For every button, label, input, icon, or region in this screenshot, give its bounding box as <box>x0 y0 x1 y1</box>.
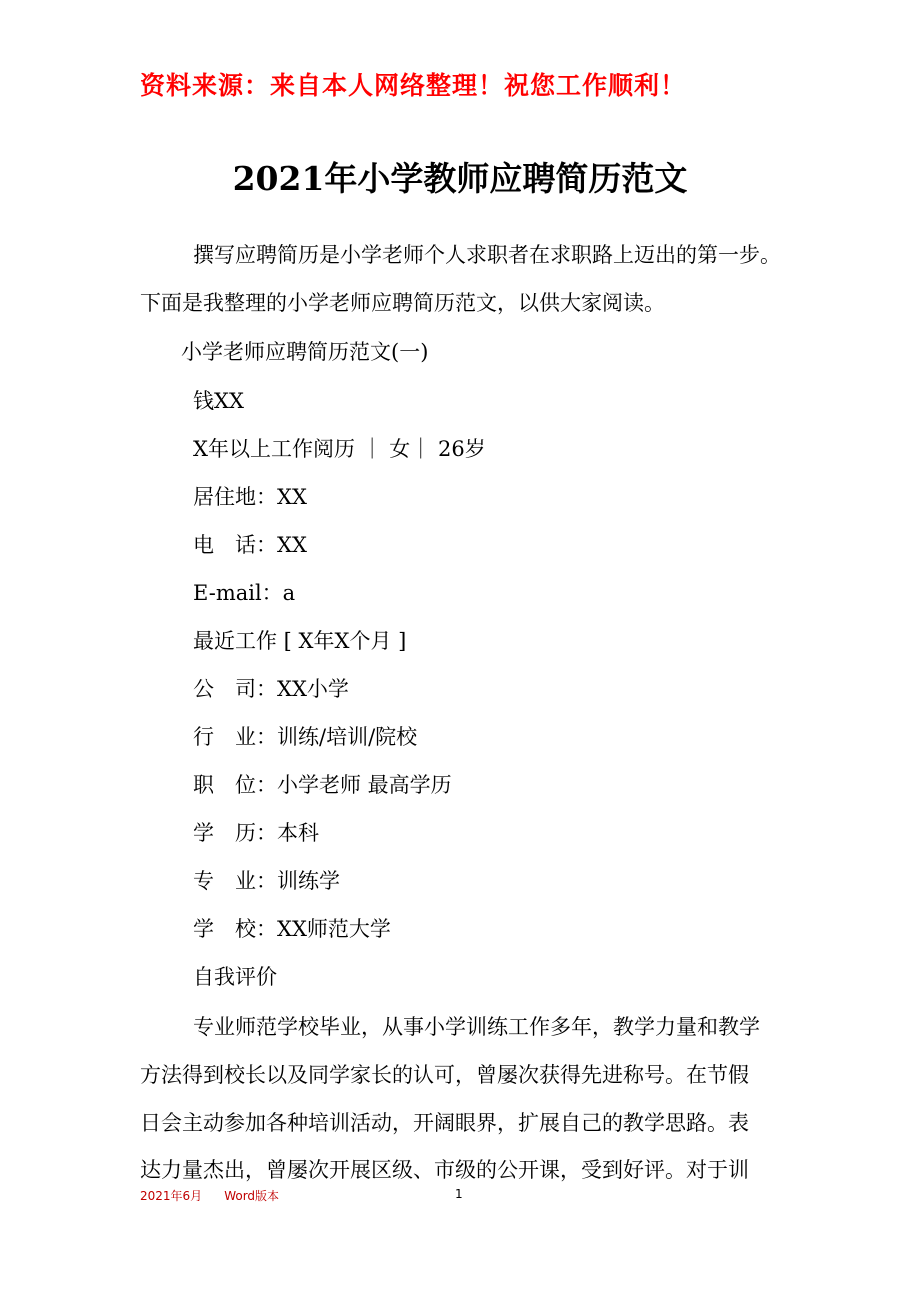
footer-version: Word版本 <box>224 1189 280 1203</box>
resume-industry: 行 业：训练/培训/院校 <box>193 725 418 749</box>
self-eval-heading: 自我评价 <box>193 965 277 989</box>
intro-line: 撰写应聘简历是小学老师个人求职者在求职路上迈出的第一步。 <box>193 243 781 267</box>
resume-residence: 居住地：XX <box>193 485 307 509</box>
source-banner: 资料来源：来自本人网络整理！祝您工作顺利！ <box>140 71 687 100</box>
self-eval-line: 日会主动参加各种培训活动，开阔眼界，扩展自己的教学思路。表 <box>140 1111 749 1135</box>
resume-recent-job: 最近工作 [ X年X个月 ] <box>193 629 407 653</box>
self-eval-line: 达力量杰出，曾屡次开展区级、市级的公开课，受到好评。对于训 <box>140 1158 749 1182</box>
document-title: 2021年小学教师应聘简历范文 <box>232 159 688 198</box>
footer-date: 2021年6月 <box>140 1189 203 1203</box>
self-eval-line: 方法得到校长以及同学家长的认可，曾屡次获得先进称号。在节假 <box>140 1063 749 1087</box>
footer-meta <box>140 1187 279 1204</box>
resume-phone: 电 话：XX <box>193 533 307 557</box>
resume-school: 学 校：XX师范大学 <box>193 917 391 941</box>
resume-major: 专 业：训练学 <box>193 869 340 893</box>
resume-position: 职 位：小学老师 最高学历 <box>193 773 452 797</box>
resume-name: 钱XX <box>193 389 244 413</box>
intro-line: 下面是我整理的小学老师应聘简历范文，以供大家阅读。 <box>140 291 665 315</box>
resume-summary: X年以上工作阅历 ｜ 女｜ 26岁 <box>193 437 486 461</box>
resume-education: 学 历：本科 <box>193 821 319 845</box>
self-eval-line: 专业师范学校毕业，从事小学训练工作多年，教学力量和教学 <box>193 1015 760 1039</box>
resume-email: E-mail：a <box>193 581 296 605</box>
page-number: 1 <box>455 1187 463 1201</box>
resume-company: 公 司：XX小学 <box>193 677 349 701</box>
section-heading: 小学老师应聘简历范文(一) <box>181 340 429 364</box>
